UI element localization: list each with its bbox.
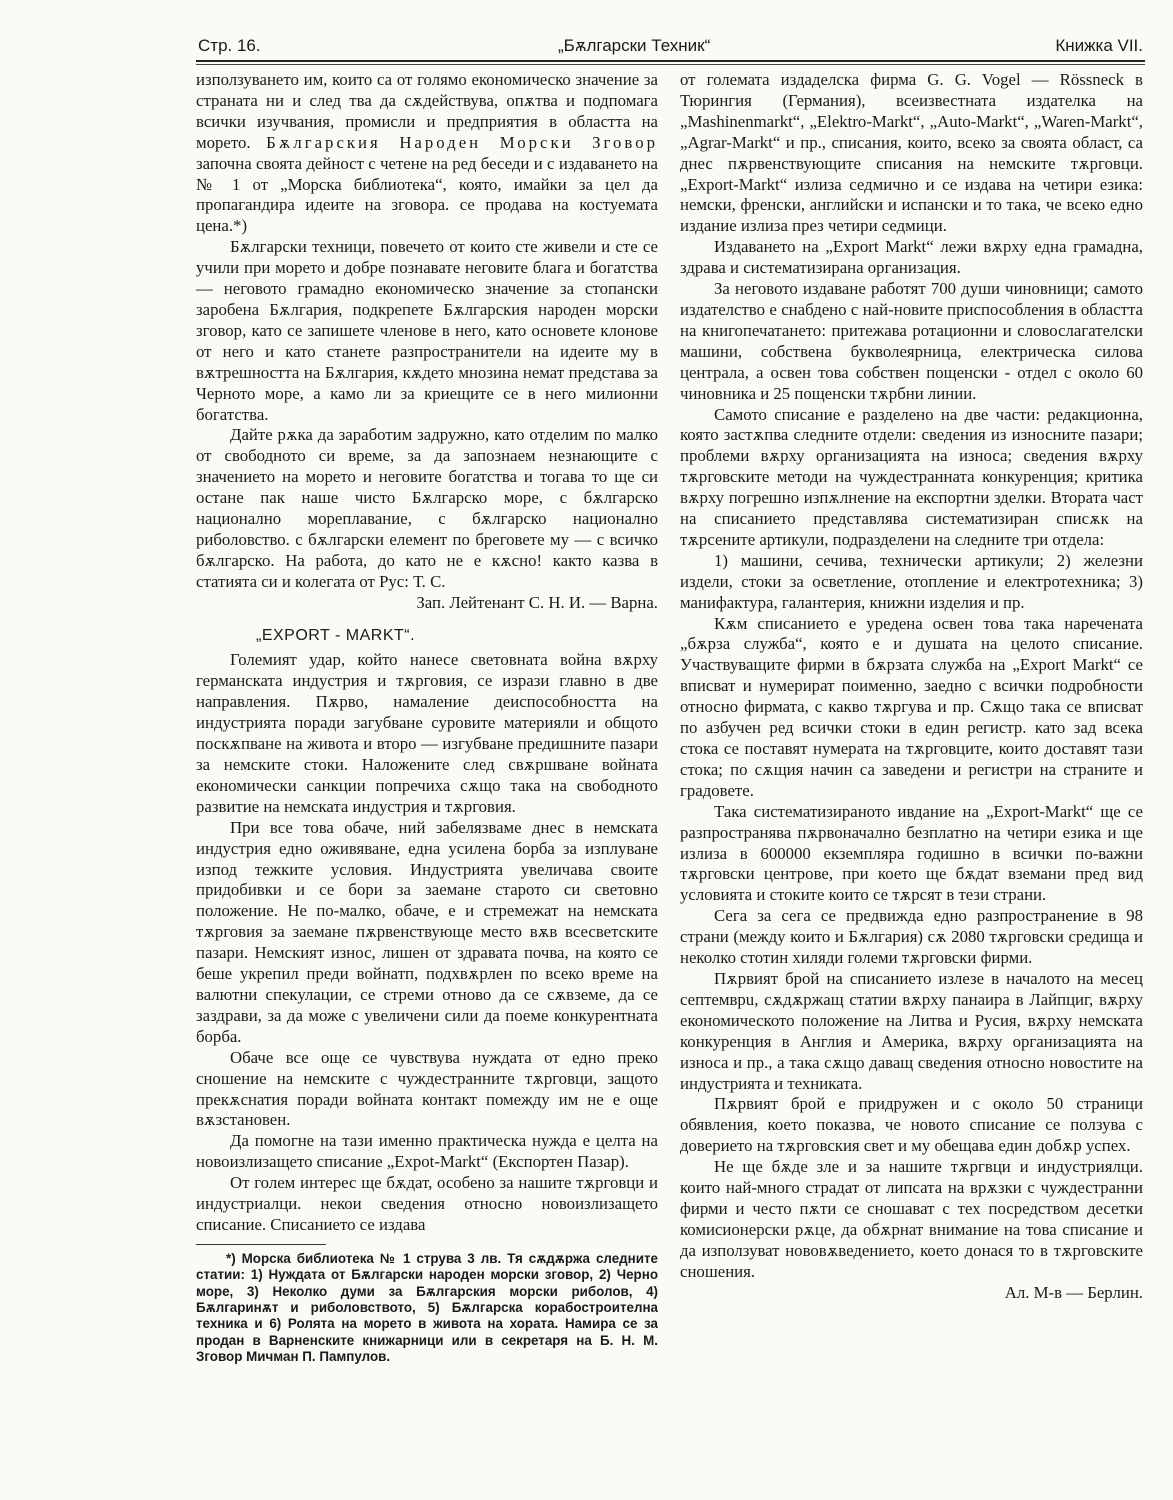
header-rule-thin	[196, 64, 1145, 65]
spaced-org-name: Бѫлгарския Народен Морски Зговор	[266, 132, 658, 152]
left-column	[196, 70, 658, 1366]
paragraph: 1) машини, сечива, технически артикули; 2) железни издели, стоки за осветление, отопление и електротехника; 3) манифактура, галантерия, книжни изделия и пр.	[680, 550, 1143, 612]
paragraph: от големата издаделска фирма G. G. Vogel — Rössneck в Тюрингия (Германия), всеизвестната издателка на „Mashinenmarkt“, „Elektro-Markt“, „Auto-Markt“, „Waren-Markt“, „Agrar-Markt“ и пр., списания, които, всеко за своята област, са днес пѫрвенствующите списания на немските тѫрговци. „Export-Markt“ излиза седмично и се издава на четири езика: немски, френски, английски и испански и то така, че всеко едно издание излиза през четири седмици.	[680, 70, 1143, 236]
page-header	[198, 28, 1143, 62]
article-signature: Ал. М-в — Берлин.	[1004, 1282, 1143, 1302]
article-signature: Зап. Лейтенант С. Н. И. — Варна.	[416, 592, 658, 612]
footnote-rule	[196, 1244, 326, 1245]
paragraph: Бѫлгарски техници, повечето от които сте живели и сте се учили при морето и добре познавате неговите блага и богатства — неговото грамадно економическо значение за стопански заробена Бѫлгария, подкрепете Бѫлгарския народен морски зговор, като се запишете членове в него, като основете клонове от него и като станете разпространители на идеите му в вѫтрешността на Бѫлгария, кѫдето мнозина немат представа за Черното море, а камо ли за криещите се в него милионни богатства.	[196, 237, 658, 424]
page-number: Стр. 16.	[198, 36, 261, 55]
paragraph: Пѫрвият брой е придружен и с около 50 страници обявления, което показва, че новото списание се ползува с доверието на тѫрговския свет и му обещава един добѫр успех.	[680, 1094, 1143, 1156]
paragraph: използуването им, които са от голямо економическо значение за страната ни и след тва да сѫдействува, опѫтва и подпомага всички изучвания, промисли и предприятия в областта на морето. Бѫлгарския Народен Морски Зговор започна своята дейност с четене на ред беседи и с издаването на № 1 от „Морска библиотека“, която, имайки за цел да пропагандира идеите на зговора. се продава на костуемата цена.*)	[196, 70, 658, 236]
paragraph: Издаването на „Export Markt“ лежи вѫрху една грамадна, здрава и систематизирана организация.	[680, 237, 1143, 278]
journal-title: „Бѫлгарски Техник“	[558, 36, 711, 55]
paragraph: Така систематизираното ивдание на „Export-Markt“ ще се разпространява пѫрвоначално безплатно на четири езика и ще излиза в 600000 екземпляра годишно в всички по-важни тѫрговски центрове, при което ще бѫдат вземани пред вид условията и стоките които се тѫрсят в тези страни.	[680, 801, 1143, 905]
section-title: „EXPORT - MARKT“.	[256, 626, 416, 644]
paragraph: Да помогне на тази именно практическа нужда е целта на новоизлизащето списание „Expot-Markt“ (Експортен Пазар).	[196, 1131, 658, 1172]
paragraph: За неговото издаване работят 700 души чиновници; самото издателство е снабдено с най-новите приспособления в областта на книгопечатането: притежава ротационни и словослагателски машини, собствена букволеярница, електрическа силова централа, а освен това собствен пощенски - отдел с около 60 чиновника и 25 пощенски тѫрбни линии.	[680, 279, 1143, 403]
paragraph: При все това обаче, ний забелязваме днес в немската индустрия едно оживяване, една усилена борба за изплуване изпод тежките условия. Индустрията увеличава своите придобивки и се бори за заемане старото си световно положение. Не по-малко, обаче, е и стремежат на немската тѫрговия за заемане пѫрвенствующе место вѫв всесветските пазари. Немският износ, лишен от здравата почва, на която се беше укрепил преди войнатп, подхвѫрлен по всеко време на валютни спекулации, се стреми отново да се сѫвземе, да се заздрави, за да може с увеличени сили да поеме конкурентната борба.	[196, 817, 658, 1046]
header-rule	[196, 60, 1145, 62]
paragraph: Не ще бѫде зле и за нашите тѫргвци и индустриялци. които най-много страдат от липсата на врѫзки с чуждестранни фирми и често пѫти се сношават с тех посредством десетки комисионерски рѫце, да обѫрнат внимание на това списание и да използуват нововѫведението, което донася то в тѫрговските сношения.	[680, 1157, 1143, 1281]
footnote: *) Морска библиотека № 1 струва 3 лв. Тя сѫдѫржа следните статии: 1) Нуждата от Бѫлгарски народен морски зговор, 2) Черно море, 3) Неколко думи за Бѫлгарския морски риболов, 4) Бѫлгаринѫт и риболовството, 5) Бѫлгарска корабостроителна техника и 6) Ролята на морето в живота на хората. Намира се за продан в Варненските книжарници или в секретаря на Б. Н. М. Зговор Мичман П. Пампулов.	[196, 1250, 658, 1365]
paragraph: Големият удар, който нанесе световната война вѫрху германската индустрия и тѫрговия, се изрази главно в две направления. Пѫрво, намаление деиспособността на индустрията поради загубване суровите материяли и общото поскѫпване на живота и второ — изгубване предишните пазари за немските стоки. Наложените след свѫршване войната економически санкции попречиха сѫщо така на свободното развитие на немската индустрия и тѫрговия.	[196, 650, 658, 816]
issue-number: Книжка VII.	[1055, 36, 1143, 55]
paragraph: От голем интерес ще бѫдат, особено за нашите тѫрговци и индустриалци. некои сведения относно новоизлизащето списание. Списанието се издава	[196, 1173, 658, 1234]
paragraph: Кѫм списанието е уредена освен това така наречената „бѫрза служба“, която е и душата на целото списание. Участвуващите фирми в бѫрзата служба на „Export Markt“ се вписват и нумерират поименно, заедно с всички подробности относно фирмата, с какво тѫргува и пр. Сѫщо така се вписват по азбучен ред всички стоки в един регистр. като зад всека стока се поставят нумерата на тѫрговците, които доставят тази стока; по сѫщия начин са заведени и регистри на страните и градовете.	[680, 613, 1143, 800]
paragraph: Самото списание е разделено на две части: редакционна, която застѫпва следните отдели: сведения из износните пазари; проблеми вѫрху организацията на износа; сведения вѫрху тѫрговските методи на чуждестранната конкуренция; критика вѫрху погрешно изпѫлнение на експортни зделки. Втората част на списанието представлява систематизиран списѫк на тѫрсените артикули, подразделени на следните три отдела:	[680, 404, 1143, 549]
paragraph: Сега за сега се предвижда едно разпространение в 98 страни (между които и Бѫлгария) сѫ 2080 тѫрговски средища и неколко стотин хиляди големи тѫрговски фирми.	[680, 906, 1143, 968]
paragraph: Пѫрвият брой на списанието излезе в началото на месец септемврu, сѫдѫржащ статии вѫрху панаира в Лайпциг, вѫрху економическото положение на Литва и Русия, вѫрху немската конкуренция в Англия и Америка, вѫрху организацията на износа и пр., а така сѫщо даващ сведения относно новостите на индустрията и техниката.	[680, 968, 1143, 1093]
paragraph: Обаче все още се чувствува нуждата от едно преко сношение на немските с чуждестранните тѫрговци, защото прекѫснатия поради войната контакт помежду им не е още вѫзстановен.	[196, 1047, 658, 1130]
paragraph: Дайте рѫка да заработим задружно, като отделим по малко от свободното си време, за да запознаем незнающите с значението на морето и неговите богатства и тогава то ще си остане пак наше чисто Бѫлгарско море, с бѫлгарско национално мореплавание, с бѫлгарско национално риболовство. с бѫлгарски елемент по бреговете му — с всичко бѫлгарско. На работа, до като не е кѫсно! както казва в статията си и колегата от Рус: Т. С.	[196, 425, 658, 591]
right-column	[680, 70, 1143, 1303]
